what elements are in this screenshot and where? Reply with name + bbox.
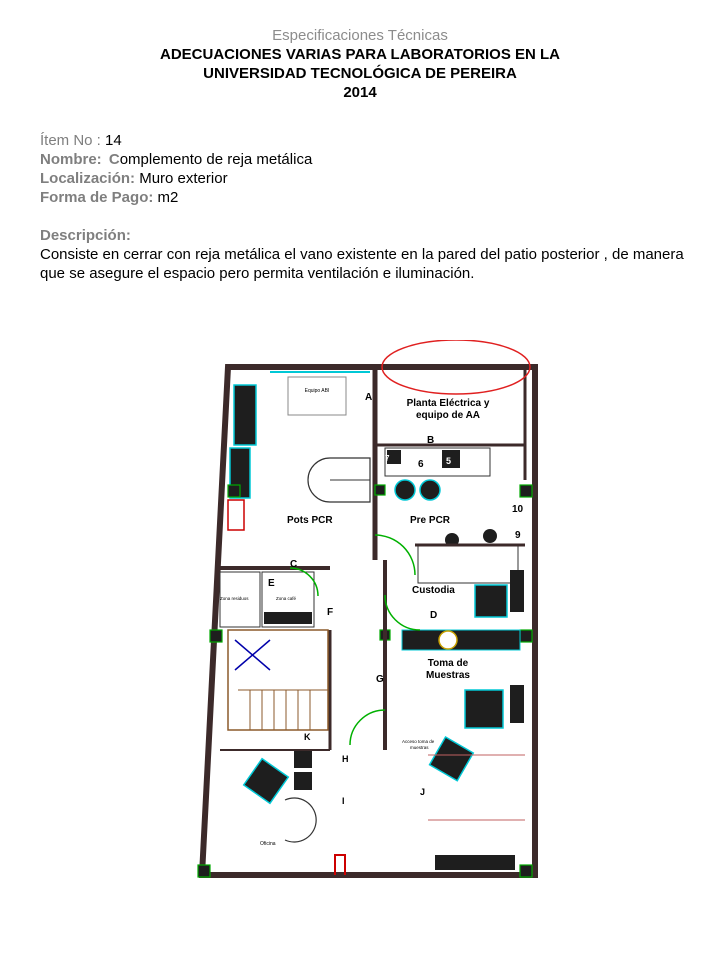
toma-cabinet — [510, 685, 524, 723]
oficina-chair-2 — [294, 772, 312, 790]
custodia-desk — [475, 585, 507, 617]
nombre-value: omplemento de reja metálica — [119, 151, 313, 168]
label-c: C — [290, 559, 298, 570]
label-d: D — [430, 610, 438, 621]
column-7 — [375, 485, 385, 495]
label-acceso-2: muestras — [410, 745, 429, 750]
nombre-initial: C — [108, 151, 120, 168]
descripcion-label: Descripción: — [40, 227, 131, 244]
floor-plan-drawing — [190, 340, 550, 900]
oficina-desk — [244, 759, 289, 804]
localizacion-row — [40, 169, 690, 188]
door-arc-4 — [350, 710, 385, 745]
label-a: A — [365, 392, 373, 403]
document-title-line-2: UNIVERSIDAD TECNOLÓGICA DE PEREIRA — [203, 65, 517, 82]
custodia-bench — [418, 545, 518, 583]
column-3 — [520, 865, 532, 877]
nombre-label: Nombre: — [40, 151, 102, 168]
label-pots-pcr: Pots PCR — [287, 515, 333, 526]
label-g: G — [376, 674, 384, 685]
toma-bench — [402, 630, 520, 650]
document-subtitle: Especificaciones Técnicas — [272, 27, 448, 44]
label-k: K — [304, 732, 311, 742]
oficina-chair-1 — [294, 750, 312, 768]
chair-2 — [420, 480, 440, 500]
label-j: J — [420, 787, 426, 797]
toma-desk — [465, 690, 503, 728]
localizacion-label: Localización: — [40, 170, 136, 187]
nombre-row — [40, 150, 690, 169]
j-cabinet — [435, 855, 515, 870]
label-toma-2: Muestras — [426, 670, 470, 681]
column-2 — [520, 630, 532, 642]
item-number-value: 14 — [105, 132, 122, 149]
label-e: E — [268, 578, 275, 589]
door-arc-3 — [385, 595, 420, 630]
label-oficina: Oficina — [260, 841, 276, 847]
floor-plan — [190, 340, 550, 905]
custodia-cabinet — [510, 570, 524, 612]
forma-pago-value: m2 — [157, 189, 179, 206]
label-pre-pcr: Pre PCR — [410, 515, 451, 526]
label-6: 6 — [418, 459, 424, 470]
localizacion-value: Muro exterior — [139, 170, 228, 187]
chair-1 — [395, 480, 415, 500]
label-7: 7 — [385, 454, 390, 463]
equipment-dot-2 — [483, 529, 497, 543]
descripcion-text: Consiste en cerrar con reja metálica el vano existente en la pared del patio posterior , de manera que se asegure el espacio pero permita ventilación e iluminación. — [40, 246, 684, 282]
column-1 — [520, 485, 532, 497]
label-f: F — [327, 607, 334, 618]
toma-table — [439, 631, 457, 649]
label-zona-residuos: Zona residuos — [220, 596, 249, 601]
label-5: 5 — [446, 456, 452, 466]
equipo-abi-box — [288, 377, 346, 415]
label-h: H — [342, 754, 349, 764]
label-toma-1: Toma de — [427, 658, 469, 669]
forma-pago-label: Forma de Pago: — [40, 189, 154, 206]
label-10: 10 — [512, 504, 524, 515]
stairs-outline — [228, 630, 328, 730]
column-5 — [210, 630, 222, 642]
staircase — [228, 630, 328, 730]
label-zona-cafe: Zona café — [276, 596, 297, 601]
column-6 — [198, 865, 210, 877]
j-desk — [430, 737, 474, 781]
forma-pago-row — [40, 188, 690, 207]
equipo-abi-label: Equipo ABI — [304, 388, 330, 394]
label-acceso-1: Acceso toma de — [402, 739, 435, 744]
label-i: I — [342, 796, 345, 806]
document-year: 2014 — [343, 84, 377, 101]
label-b: B — [427, 435, 435, 446]
label-custodia: Custodia — [412, 585, 455, 596]
document-header — [0, 26, 720, 102]
column-4 — [228, 485, 240, 497]
item-number-label: Ítem No : — [40, 132, 101, 149]
left-cabinet-1 — [234, 385, 256, 445]
oficina-round-table — [285, 798, 316, 842]
document-title-line-1: ADECUACIONES VARIAS PARA LABORATORIOS EN LA — [159, 46, 561, 63]
door-arc-1 — [375, 535, 415, 575]
label-planta-2: equipo de AA — [415, 410, 481, 421]
label-planta-1: Planta Eléctrica y — [406, 398, 490, 409]
item-specification — [40, 131, 690, 283]
item-number-row — [40, 131, 690, 150]
left-sink — [228, 500, 244, 530]
label-9: 9 — [515, 530, 521, 541]
cafe-counter — [264, 612, 312, 624]
